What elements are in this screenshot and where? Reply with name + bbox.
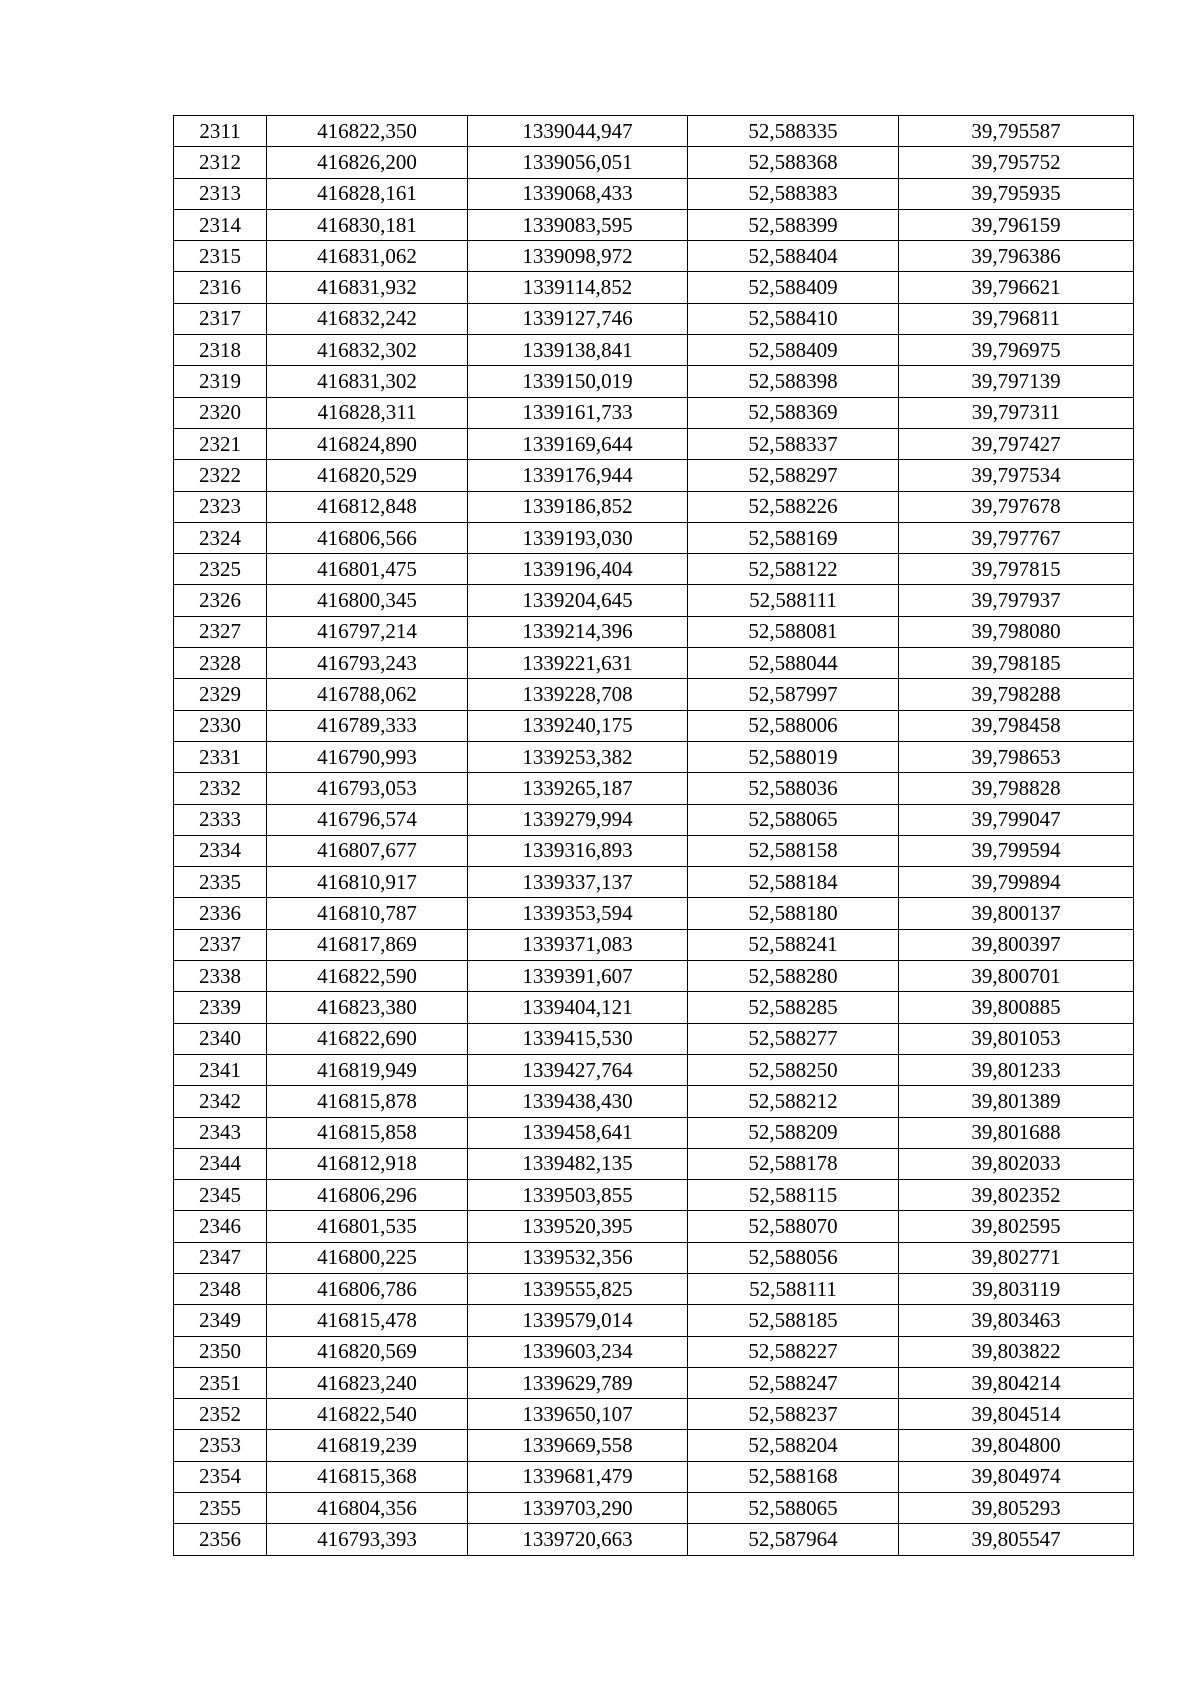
point-number-cell: 2350 xyxy=(174,1336,267,1367)
table-row xyxy=(174,241,1134,272)
x-coordinate-cell: 416822,690 xyxy=(267,1023,468,1054)
y-coordinate-cell: 1339161,733 xyxy=(468,397,688,428)
x-coordinate-cell: 416806,296 xyxy=(267,1180,468,1211)
y-coordinate-cell: 1339265,187 xyxy=(468,773,688,804)
x-coordinate-cell: 416788,062 xyxy=(267,679,468,710)
y-coordinate-cell: 1339316,893 xyxy=(468,835,688,866)
point-number-cell: 2336 xyxy=(174,898,267,929)
point-number-cell: 2343 xyxy=(174,1117,267,1148)
table-row xyxy=(174,1023,1134,1054)
y-coordinate-cell: 1339253,382 xyxy=(468,741,688,772)
table-row xyxy=(174,741,1134,772)
latitude-cell: 52,588241 xyxy=(688,929,899,960)
latitude-cell: 52,588122 xyxy=(688,554,899,585)
table-row xyxy=(174,335,1134,366)
longitude-cell: 39,797767 xyxy=(899,522,1134,553)
longitude-cell: 39,796975 xyxy=(899,335,1134,366)
point-number-cell: 2331 xyxy=(174,741,267,772)
longitude-cell: 39,800701 xyxy=(899,961,1134,992)
longitude-cell: 39,803822 xyxy=(899,1336,1134,1367)
x-coordinate-cell: 416828,161 xyxy=(267,178,468,209)
x-coordinate-cell: 416824,890 xyxy=(267,428,468,459)
point-number-cell: 2323 xyxy=(174,491,267,522)
table-row xyxy=(174,116,1134,147)
point-number-cell: 2330 xyxy=(174,710,267,741)
latitude-cell: 52,588056 xyxy=(688,1242,899,1273)
point-number-cell: 2342 xyxy=(174,1086,267,1117)
y-coordinate-cell: 1339579,014 xyxy=(468,1305,688,1336)
table-row xyxy=(174,428,1134,459)
table-row xyxy=(174,209,1134,240)
point-number-cell: 2344 xyxy=(174,1148,267,1179)
x-coordinate-cell: 416806,566 xyxy=(267,522,468,553)
longitude-cell: 39,796811 xyxy=(899,303,1134,334)
y-coordinate-cell: 1339353,594 xyxy=(468,898,688,929)
x-coordinate-cell: 416801,475 xyxy=(267,554,468,585)
point-number-cell: 2313 xyxy=(174,178,267,209)
longitude-cell: 39,800137 xyxy=(899,898,1134,929)
x-coordinate-cell: 416819,949 xyxy=(267,1054,468,1085)
latitude-cell: 52,588111 xyxy=(688,585,899,616)
longitude-cell: 39,795752 xyxy=(899,147,1134,178)
latitude-cell: 52,588006 xyxy=(688,710,899,741)
table-row xyxy=(174,773,1134,804)
longitude-cell: 39,802033 xyxy=(899,1148,1134,1179)
y-coordinate-cell: 1339056,051 xyxy=(468,147,688,178)
point-number-cell: 2326 xyxy=(174,585,267,616)
latitude-cell: 52,588399 xyxy=(688,209,899,240)
point-number-cell: 2320 xyxy=(174,397,267,428)
point-number-cell: 2356 xyxy=(174,1524,267,1555)
x-coordinate-cell: 416828,311 xyxy=(267,397,468,428)
longitude-cell: 39,797678 xyxy=(899,491,1134,522)
y-coordinate-cell: 1339127,746 xyxy=(468,303,688,334)
x-coordinate-cell: 416815,878 xyxy=(267,1086,468,1117)
point-number-cell: 2315 xyxy=(174,241,267,272)
table-row xyxy=(174,491,1134,522)
x-coordinate-cell: 416812,918 xyxy=(267,1148,468,1179)
latitude-cell: 52,587997 xyxy=(688,679,899,710)
x-coordinate-cell: 416823,240 xyxy=(267,1367,468,1398)
x-coordinate-cell: 416810,787 xyxy=(267,898,468,929)
table-row xyxy=(174,1493,1134,1524)
longitude-cell: 39,801233 xyxy=(899,1054,1134,1085)
x-coordinate-cell: 416800,345 xyxy=(267,585,468,616)
latitude-cell: 52,588158 xyxy=(688,835,899,866)
y-coordinate-cell: 1339114,852 xyxy=(468,272,688,303)
y-coordinate-cell: 1339669,558 xyxy=(468,1430,688,1461)
x-coordinate-cell: 416804,356 xyxy=(267,1493,468,1524)
y-coordinate-cell: 1339221,631 xyxy=(468,648,688,679)
latitude-cell: 52,588297 xyxy=(688,460,899,491)
latitude-cell: 52,588209 xyxy=(688,1117,899,1148)
point-number-cell: 2345 xyxy=(174,1180,267,1211)
latitude-cell: 52,588368 xyxy=(688,147,899,178)
longitude-cell: 39,804514 xyxy=(899,1399,1134,1430)
y-coordinate-cell: 1339703,290 xyxy=(468,1493,688,1524)
latitude-cell: 52,588237 xyxy=(688,1399,899,1430)
longitude-cell: 39,804800 xyxy=(899,1430,1134,1461)
x-coordinate-cell: 416830,181 xyxy=(267,209,468,240)
longitude-cell: 39,800885 xyxy=(899,992,1134,1023)
table-row xyxy=(174,1524,1134,1555)
y-coordinate-cell: 1339458,641 xyxy=(468,1117,688,1148)
y-coordinate-cell: 1339279,994 xyxy=(468,804,688,835)
latitude-cell: 52,588247 xyxy=(688,1367,899,1398)
longitude-cell: 39,802771 xyxy=(899,1242,1134,1273)
x-coordinate-cell: 416790,993 xyxy=(267,741,468,772)
latitude-cell: 52,588212 xyxy=(688,1086,899,1117)
latitude-cell: 52,588398 xyxy=(688,366,899,397)
point-number-cell: 2346 xyxy=(174,1211,267,1242)
point-number-cell: 2318 xyxy=(174,335,267,366)
y-coordinate-cell: 1339415,530 xyxy=(468,1023,688,1054)
x-coordinate-cell: 416831,062 xyxy=(267,241,468,272)
y-coordinate-cell: 1339196,404 xyxy=(468,554,688,585)
latitude-cell: 52,588111 xyxy=(688,1273,899,1304)
longitude-cell: 39,796386 xyxy=(899,241,1134,272)
x-coordinate-cell: 416822,590 xyxy=(267,961,468,992)
latitude-cell: 52,588369 xyxy=(688,397,899,428)
latitude-cell: 52,588280 xyxy=(688,961,899,992)
longitude-cell: 39,800397 xyxy=(899,929,1134,960)
table-row xyxy=(174,522,1134,553)
x-coordinate-cell: 416812,848 xyxy=(267,491,468,522)
point-number-cell: 2324 xyxy=(174,522,267,553)
longitude-cell: 39,799594 xyxy=(899,835,1134,866)
x-coordinate-cell: 416796,574 xyxy=(267,804,468,835)
table-row xyxy=(174,679,1134,710)
point-number-cell: 2349 xyxy=(174,1305,267,1336)
latitude-cell: 52,588019 xyxy=(688,741,899,772)
longitude-cell: 39,797311 xyxy=(899,397,1134,428)
point-number-cell: 2352 xyxy=(174,1399,267,1430)
longitude-cell: 39,797139 xyxy=(899,366,1134,397)
y-coordinate-cell: 1339138,841 xyxy=(468,335,688,366)
y-coordinate-cell: 1339240,175 xyxy=(468,710,688,741)
longitude-cell: 39,804214 xyxy=(899,1367,1134,1398)
table-row xyxy=(174,272,1134,303)
y-coordinate-cell: 1339720,663 xyxy=(468,1524,688,1555)
longitude-cell: 39,805293 xyxy=(899,1493,1134,1524)
longitude-cell: 39,797534 xyxy=(899,460,1134,491)
latitude-cell: 52,588180 xyxy=(688,898,899,929)
table-row xyxy=(174,616,1134,647)
table-row xyxy=(174,648,1134,679)
longitude-cell: 39,795587 xyxy=(899,116,1134,147)
x-coordinate-cell: 416817,869 xyxy=(267,929,468,960)
latitude-cell: 52,588404 xyxy=(688,241,899,272)
latitude-cell: 52,588036 xyxy=(688,773,899,804)
table-row xyxy=(174,1399,1134,1430)
longitude-cell: 39,798828 xyxy=(899,773,1134,804)
coordinates-table xyxy=(173,115,1134,1556)
longitude-cell: 39,799894 xyxy=(899,867,1134,898)
point-number-cell: 2321 xyxy=(174,428,267,459)
x-coordinate-cell: 416800,225 xyxy=(267,1242,468,1273)
y-coordinate-cell: 1339371,083 xyxy=(468,929,688,960)
point-number-cell: 2341 xyxy=(174,1054,267,1085)
longitude-cell: 39,799047 xyxy=(899,804,1134,835)
latitude-cell: 52,588250 xyxy=(688,1054,899,1085)
latitude-cell: 52,588204 xyxy=(688,1430,899,1461)
table-row xyxy=(174,992,1134,1023)
longitude-cell: 39,796159 xyxy=(899,209,1134,240)
latitude-cell: 52,588277 xyxy=(688,1023,899,1054)
latitude-cell: 52,588065 xyxy=(688,804,899,835)
table-row xyxy=(174,1211,1134,1242)
point-number-cell: 2325 xyxy=(174,554,267,585)
table-row xyxy=(174,1430,1134,1461)
table-row xyxy=(174,460,1134,491)
x-coordinate-cell: 416831,302 xyxy=(267,366,468,397)
point-number-cell: 2353 xyxy=(174,1430,267,1461)
longitude-cell: 39,797427 xyxy=(899,428,1134,459)
y-coordinate-cell: 1339681,479 xyxy=(468,1461,688,1492)
table-row xyxy=(174,835,1134,866)
latitude-cell: 52,588115 xyxy=(688,1180,899,1211)
longitude-cell: 39,798185 xyxy=(899,648,1134,679)
longitude-cell: 39,795935 xyxy=(899,178,1134,209)
x-coordinate-cell: 416815,368 xyxy=(267,1461,468,1492)
point-number-cell: 2337 xyxy=(174,929,267,960)
point-number-cell: 2322 xyxy=(174,460,267,491)
y-coordinate-cell: 1339555,825 xyxy=(468,1273,688,1304)
x-coordinate-cell: 416789,333 xyxy=(267,710,468,741)
x-coordinate-cell: 416806,786 xyxy=(267,1273,468,1304)
latitude-cell: 52,588337 xyxy=(688,428,899,459)
y-coordinate-cell: 1339404,121 xyxy=(468,992,688,1023)
y-coordinate-cell: 1339337,137 xyxy=(468,867,688,898)
latitude-cell: 52,588409 xyxy=(688,272,899,303)
y-coordinate-cell: 1339503,855 xyxy=(468,1180,688,1211)
latitude-cell: 52,588070 xyxy=(688,1211,899,1242)
y-coordinate-cell: 1339176,944 xyxy=(468,460,688,491)
table-row xyxy=(174,961,1134,992)
point-number-cell: 2340 xyxy=(174,1023,267,1054)
latitude-cell: 52,588409 xyxy=(688,335,899,366)
point-number-cell: 2333 xyxy=(174,804,267,835)
y-coordinate-cell: 1339482,135 xyxy=(468,1148,688,1179)
table-row xyxy=(174,1305,1134,1336)
table-row xyxy=(174,1054,1134,1085)
point-number-cell: 2332 xyxy=(174,773,267,804)
table-row xyxy=(174,1180,1134,1211)
latitude-cell: 52,588185 xyxy=(688,1305,899,1336)
y-coordinate-cell: 1339068,433 xyxy=(468,178,688,209)
latitude-cell: 52,588335 xyxy=(688,116,899,147)
x-coordinate-cell: 416826,200 xyxy=(267,147,468,178)
longitude-cell: 39,801688 xyxy=(899,1117,1134,1148)
table-row xyxy=(174,929,1134,960)
point-number-cell: 2354 xyxy=(174,1461,267,1492)
coordinates-table-body xyxy=(174,116,1134,1556)
point-number-cell: 2347 xyxy=(174,1242,267,1273)
x-coordinate-cell: 416832,302 xyxy=(267,335,468,366)
y-coordinate-cell: 1339204,645 xyxy=(468,585,688,616)
longitude-cell: 39,805547 xyxy=(899,1524,1134,1555)
table-row xyxy=(174,1273,1134,1304)
table-row xyxy=(174,804,1134,835)
latitude-cell: 52,588410 xyxy=(688,303,899,334)
point-number-cell: 2338 xyxy=(174,961,267,992)
latitude-cell: 52,588226 xyxy=(688,491,899,522)
table-row xyxy=(174,867,1134,898)
y-coordinate-cell: 1339228,708 xyxy=(468,679,688,710)
point-number-cell: 2339 xyxy=(174,992,267,1023)
y-coordinate-cell: 1339193,030 xyxy=(468,522,688,553)
longitude-cell: 39,802352 xyxy=(899,1180,1134,1211)
x-coordinate-cell: 416820,569 xyxy=(267,1336,468,1367)
longitude-cell: 39,796621 xyxy=(899,272,1134,303)
table-row xyxy=(174,554,1134,585)
longitude-cell: 39,797815 xyxy=(899,554,1134,585)
x-coordinate-cell: 416832,242 xyxy=(267,303,468,334)
x-coordinate-cell: 416793,053 xyxy=(267,773,468,804)
longitude-cell: 39,803119 xyxy=(899,1273,1134,1304)
table-row xyxy=(174,898,1134,929)
longitude-cell: 39,798458 xyxy=(899,710,1134,741)
y-coordinate-cell: 1339603,234 xyxy=(468,1336,688,1367)
x-coordinate-cell: 416793,393 xyxy=(267,1524,468,1555)
table-row xyxy=(174,710,1134,741)
y-coordinate-cell: 1339427,764 xyxy=(468,1054,688,1085)
y-coordinate-cell: 1339391,607 xyxy=(468,961,688,992)
point-number-cell: 2317 xyxy=(174,303,267,334)
x-coordinate-cell: 416815,858 xyxy=(267,1117,468,1148)
y-coordinate-cell: 1339532,356 xyxy=(468,1242,688,1273)
point-number-cell: 2311 xyxy=(174,116,267,147)
y-coordinate-cell: 1339520,395 xyxy=(468,1211,688,1242)
latitude-cell: 52,588169 xyxy=(688,522,899,553)
table-row xyxy=(174,585,1134,616)
x-coordinate-cell: 416810,917 xyxy=(267,867,468,898)
longitude-cell: 39,801053 xyxy=(899,1023,1134,1054)
x-coordinate-cell: 416815,478 xyxy=(267,1305,468,1336)
y-coordinate-cell: 1339044,947 xyxy=(468,116,688,147)
table-row xyxy=(174,1336,1134,1367)
point-number-cell: 2327 xyxy=(174,616,267,647)
x-coordinate-cell: 416823,380 xyxy=(267,992,468,1023)
table-row xyxy=(174,397,1134,428)
x-coordinate-cell: 416831,932 xyxy=(267,272,468,303)
x-coordinate-cell: 416819,239 xyxy=(267,1430,468,1461)
y-coordinate-cell: 1339438,430 xyxy=(468,1086,688,1117)
longitude-cell: 39,801389 xyxy=(899,1086,1134,1117)
latitude-cell: 52,588065 xyxy=(688,1493,899,1524)
y-coordinate-cell: 1339650,107 xyxy=(468,1399,688,1430)
point-number-cell: 2351 xyxy=(174,1367,267,1398)
table-row xyxy=(174,1242,1134,1273)
latitude-cell: 52,588081 xyxy=(688,616,899,647)
point-number-cell: 2312 xyxy=(174,147,267,178)
table-row xyxy=(174,303,1134,334)
latitude-cell: 52,588227 xyxy=(688,1336,899,1367)
table-row xyxy=(174,178,1134,209)
longitude-cell: 39,802595 xyxy=(899,1211,1134,1242)
point-number-cell: 2316 xyxy=(174,272,267,303)
latitude-cell: 52,588178 xyxy=(688,1148,899,1179)
latitude-cell: 52,588168 xyxy=(688,1461,899,1492)
longitude-cell: 39,798653 xyxy=(899,741,1134,772)
table-row xyxy=(174,1461,1134,1492)
point-number-cell: 2329 xyxy=(174,679,267,710)
longitude-cell: 39,803463 xyxy=(899,1305,1134,1336)
y-coordinate-cell: 1339150,019 xyxy=(468,366,688,397)
point-number-cell: 2335 xyxy=(174,867,267,898)
latitude-cell: 52,588285 xyxy=(688,992,899,1023)
point-number-cell: 2314 xyxy=(174,209,267,240)
table-row xyxy=(174,1117,1134,1148)
longitude-cell: 39,797937 xyxy=(899,585,1134,616)
y-coordinate-cell: 1339186,852 xyxy=(468,491,688,522)
longitude-cell: 39,804974 xyxy=(899,1461,1134,1492)
longitude-cell: 39,798288 xyxy=(899,679,1134,710)
latitude-cell: 52,588044 xyxy=(688,648,899,679)
table-row xyxy=(174,1367,1134,1398)
y-coordinate-cell: 1339629,789 xyxy=(468,1367,688,1398)
x-coordinate-cell: 416793,243 xyxy=(267,648,468,679)
x-coordinate-cell: 416822,350 xyxy=(267,116,468,147)
table-row xyxy=(174,366,1134,397)
y-coordinate-cell: 1339214,396 xyxy=(468,616,688,647)
x-coordinate-cell: 416801,535 xyxy=(267,1211,468,1242)
y-coordinate-cell: 1339083,595 xyxy=(468,209,688,240)
point-number-cell: 2319 xyxy=(174,366,267,397)
point-number-cell: 2355 xyxy=(174,1493,267,1524)
x-coordinate-cell: 416820,529 xyxy=(267,460,468,491)
latitude-cell: 52,588184 xyxy=(688,867,899,898)
longitude-cell: 39,798080 xyxy=(899,616,1134,647)
point-number-cell: 2334 xyxy=(174,835,267,866)
point-number-cell: 2348 xyxy=(174,1273,267,1304)
latitude-cell: 52,587964 xyxy=(688,1524,899,1555)
y-coordinate-cell: 1339169,644 xyxy=(468,428,688,459)
latitude-cell: 52,588383 xyxy=(688,178,899,209)
x-coordinate-cell: 416797,214 xyxy=(267,616,468,647)
table-row xyxy=(174,1086,1134,1117)
table-row xyxy=(174,1148,1134,1179)
point-number-cell: 2328 xyxy=(174,648,267,679)
x-coordinate-cell: 416822,540 xyxy=(267,1399,468,1430)
table-row xyxy=(174,147,1134,178)
x-coordinate-cell: 416807,677 xyxy=(267,835,468,866)
y-coordinate-cell: 1339098,972 xyxy=(468,241,688,272)
